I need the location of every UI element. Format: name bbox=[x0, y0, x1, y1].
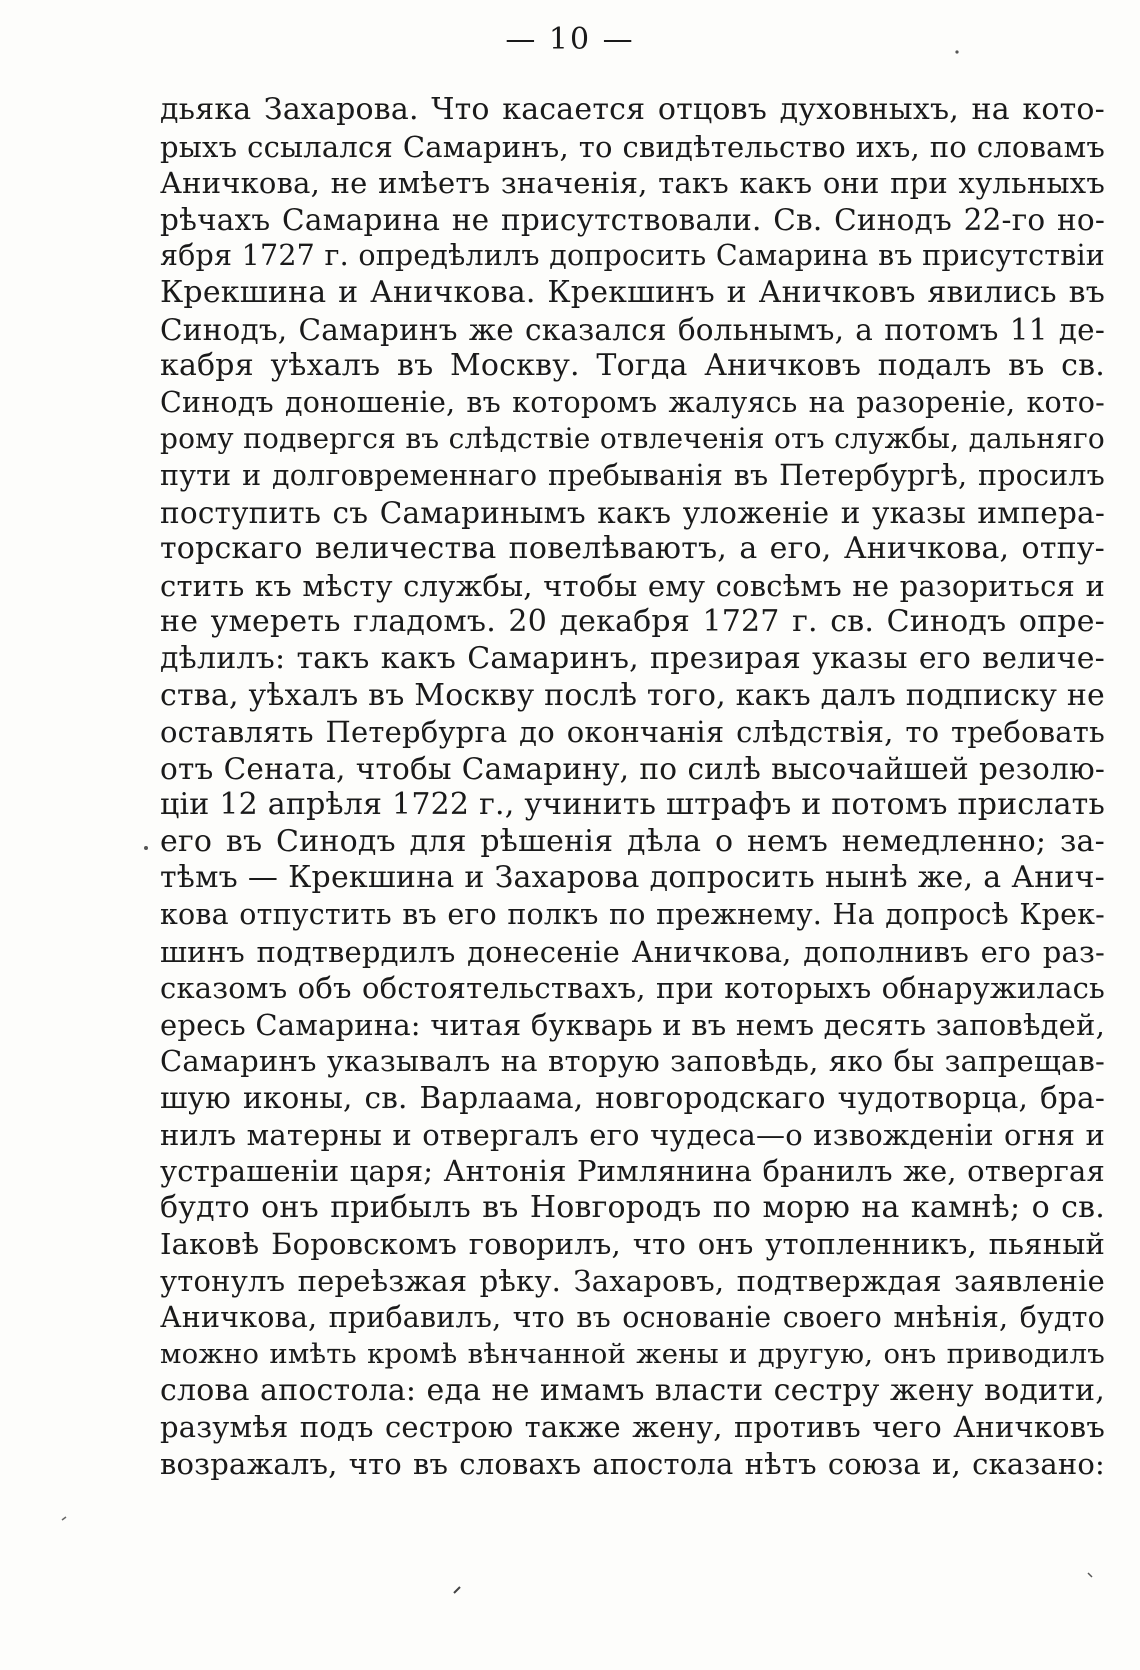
text-line: стить къ мѣсту службы, чтобы ему совсѣмъ не разориться и bbox=[160, 568, 1105, 603]
text-line: ересь Самарина: читая букварь и въ немъ десять заповѣдей, bbox=[160, 1007, 1105, 1042]
text-line: ства, уѣхалъ въ Москву послѣ того, какъ далъ подписку не bbox=[160, 677, 1105, 713]
text-line: отъ Сената, чтобы Самарину, по силѣ высочайшей резолю- bbox=[160, 751, 1105, 786]
text-line: его въ Синодъ для рѣшенія дѣла о немъ немедленно; за- bbox=[160, 823, 1105, 859]
text-line: Аничкова, прибавилъ, что въ основаніе своего мнѣнія, будто bbox=[160, 1300, 1105, 1334]
text-line: рыхъ ссылался Самаринъ, то свидѣтельство ихъ, по словамъ bbox=[160, 129, 1105, 164]
text-line: шую иконы, св. Варлаама, новгородскаго чудотворца, бра- bbox=[160, 1081, 1105, 1116]
text-line: поступить съ Самаринымъ какъ уложеніе и указы импера- bbox=[160, 495, 1105, 530]
text-line: пути и долговременнаго пребыванія въ Петербургѣ, просилъ bbox=[160, 458, 1105, 492]
text-line: кова отпустить въ его полкъ по прежнему. На допросѣ Крек- bbox=[160, 898, 1105, 932]
body-text bbox=[160, 92, 1105, 1483]
text-line: Синодъ, Самаринъ же сказался больнымъ, а потомъ 11 де- bbox=[160, 312, 1105, 347]
text-line: разумѣя подъ сестрою также жену, противъ чего Аничковъ bbox=[160, 1410, 1105, 1445]
text-line: шинъ подтвердилъ донесеніе Аничкова, дополнивъ его раз- bbox=[160, 934, 1105, 969]
text-line: не умереть гладомъ. 20 декабря 1727 г. св. Синодъ опре- bbox=[160, 604, 1105, 640]
text-line: сказомъ объ обстоятельствахъ, при которыхъ обнаружилась bbox=[160, 971, 1105, 1006]
ink-speck bbox=[62, 1517, 66, 1520]
text-line: кабря уѣхалъ въ Москву. Тогда Аничковъ подалъ въ св. bbox=[160, 348, 1105, 384]
text-line: рому подвергся въ слѣдствіе отвлеченія отъ службы, дальняго bbox=[160, 422, 1105, 456]
text-line: нилъ матерны и отвергалъ его чудеса—о извожденіи огня и bbox=[160, 1117, 1105, 1152]
text-line: дьяка Захарова. Что касается отцовъ духовныхъ, на кото- bbox=[160, 92, 1105, 127]
text-line: Крекшина и Аничкова. Крекшинъ и Аничковъ явились въ bbox=[160, 274, 1105, 310]
text-line: дѣлилъ: такъ какъ Самаринъ, презирая указы его величе- bbox=[160, 640, 1105, 676]
text-line: можно имѣть кромѣ вѣнчанной жены и другую, онъ приводилъ bbox=[160, 1338, 1105, 1371]
text-line: Синодъ доношеніе, въ которомъ жалуясь на разореніе, кото- bbox=[160, 385, 1105, 419]
text-line: слова апостола: еда не имамъ власти сестру жену водити, bbox=[160, 1372, 1105, 1408]
ink-speck bbox=[144, 846, 148, 850]
text-line: устрашеніи царя; Антонія Римлянина бранилъ же, отвергая bbox=[160, 1154, 1105, 1189]
text-line: возражалъ, что въ словахъ апостола нѣтъ союза и, сказано: bbox=[160, 1446, 1105, 1481]
text-line: Аничкова, не имѣетъ значенія, такъ какъ они при хульныхъ bbox=[160, 166, 1105, 201]
text-line: рѣчахъ Самарина не присутствовали. Св. Синодъ 22-го но- bbox=[160, 202, 1105, 237]
text-line: будто онъ прибылъ въ Новгородъ по морю на камнѣ; о св. bbox=[160, 1189, 1105, 1225]
text-line: утонулъ переѣзжая рѣку. Захаровъ, подтверждая заявленіе bbox=[160, 1264, 1105, 1298]
ink-speck bbox=[1088, 1573, 1092, 1577]
text-line: Самаринъ указывалъ на вторую заповѣдь, яко бы запрещав- bbox=[160, 1044, 1105, 1079]
text-line: Іаковѣ Боровскомъ говорилъ, что онъ утопленникъ, пьяный bbox=[160, 1227, 1105, 1262]
ink-speck bbox=[454, 1587, 460, 1593]
page-number: — 10 — bbox=[505, 22, 635, 57]
text-line: оставлять Петербурга до окончанія слѣдствія, то требовать bbox=[160, 715, 1105, 750]
text-line: ября 1727 г. опредѣлилъ допросить Самарина въ присутствіи bbox=[160, 239, 1105, 273]
text-line: торскаго величества повелѣваютъ, а его, Аничкова, отпу- bbox=[160, 531, 1105, 567]
text-line: тѣмъ — Крекшина и Захарова допросить нынѣ же, а Анич- bbox=[160, 860, 1105, 896]
text-line: ціи 12 апрѣля 1722 г., учинить штрафъ и потомъ прислать bbox=[160, 787, 1105, 823]
